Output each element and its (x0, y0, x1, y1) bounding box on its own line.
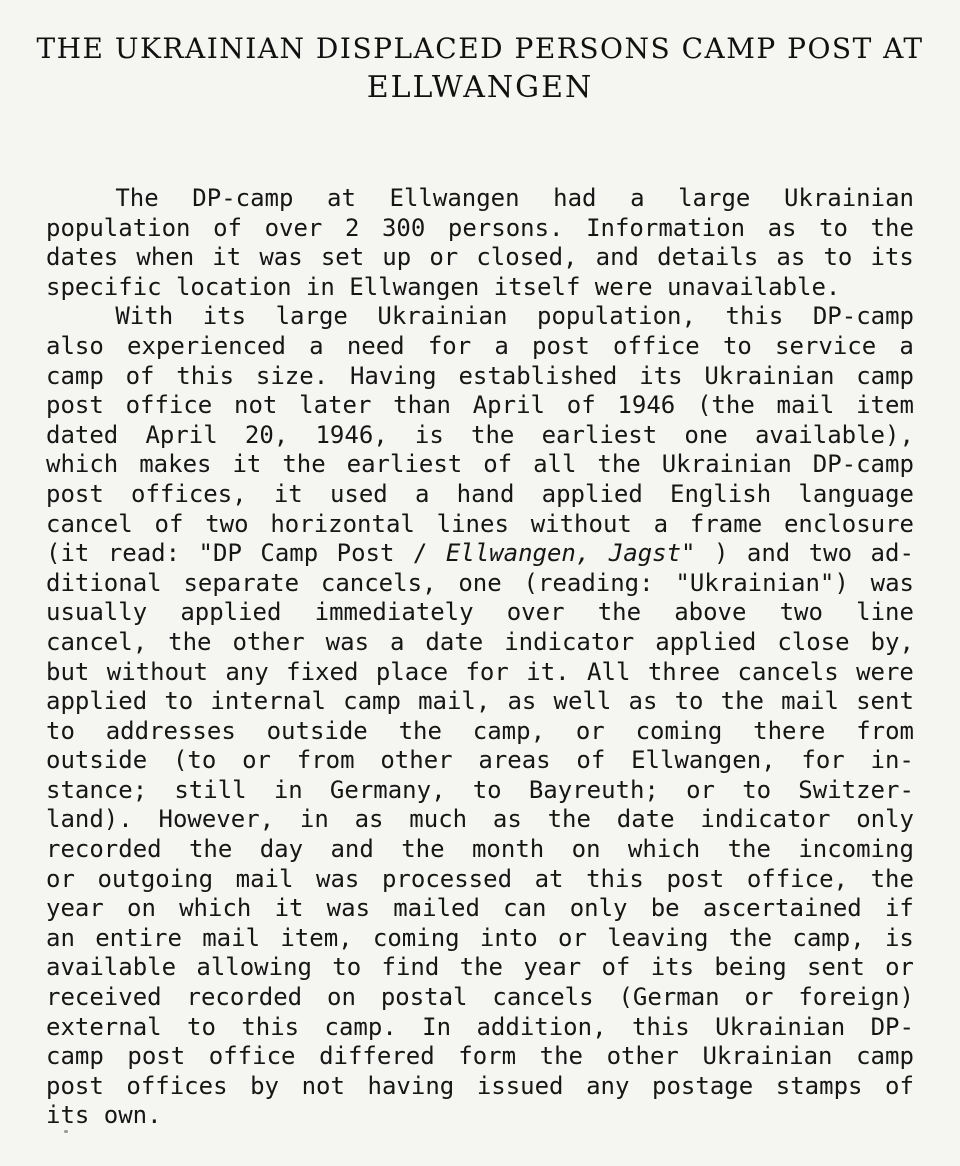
body-line: also experienced a need for a post office to service a (46, 331, 914, 360)
body-line: its own. (46, 1101, 162, 1130)
body-line: population of over 2 300 persons. Information as to the (46, 213, 914, 242)
body-line: to addresses outside the camp, or coming there from (46, 716, 914, 745)
body-line: land). However, in as much as the date indicator only (46, 805, 914, 834)
document-body (46, 184, 914, 1131)
paper-speck (64, 1130, 68, 1133)
body-line: cancel of two horizontal lines without a frame enclosure (46, 509, 914, 538)
body-line: ditional separate cancels, one (reading: "Ukrainian") was (46, 568, 914, 597)
body-line: The DP-camp at Ellwangen had a large Ukrainian (115, 184, 914, 212)
body-line: camp of this size. Having established its Ukrainian camp (46, 361, 914, 390)
body-line: usually applied immediately over the above two line (46, 598, 914, 627)
body-line: applied to internal camp mail, as well as to the mail sent (46, 687, 914, 716)
body-line: (it read: "DP Camp Post / Ellwangen, Jagst" ) and two ad- (46, 539, 914, 568)
body-line: an entire mail item, coming into or leaving the camp, is (46, 923, 914, 952)
body-line: or outgoing mail was processed at this post office, the (46, 864, 914, 893)
body-line: but without any fixed place for it. All three cancels were (46, 657, 914, 686)
body-line: external to this camp. In addition, this Ukrainian DP- (46, 1012, 914, 1041)
document-heading (0, 30, 960, 108)
body-line: stance; still in Germany, to Bayreuth; or to Switzer- (46, 775, 914, 804)
body-line: year on which it was mailed can only be ascertained if (46, 894, 914, 923)
body-line: available allowing to find the year of its being sent or (46, 953, 914, 982)
body-line: camp post office differed form the other Ukrainian camp (46, 1042, 914, 1071)
heading-line-2: ELLWANGEN (366, 70, 594, 105)
body-line: received recorded on postal cancels (German or foreign) (46, 983, 914, 1012)
body-line: post offices, it used a hand applied English language (46, 479, 914, 508)
body-line: which makes it the earliest of all the Ukrainian DP-camp (46, 450, 914, 479)
heading-line-1: THE UKRAINIAN DISPLACED PERSONS CAMP POST AT (36, 32, 924, 65)
body-line: recorded the day and the month on which the incoming (46, 835, 914, 864)
body-line: dated April 20, 1946, is the earliest one available), (46, 420, 914, 449)
body-line: outside (to or from other areas of Ellwangen, for in- (46, 746, 914, 775)
body-line: With its large Ukrainian population, this DP-camp (115, 302, 914, 331)
body-line: post office not later than April of 1946 (the mail item (46, 391, 914, 420)
body-line: cancel, the other was a date indicator applied close by, (46, 627, 914, 656)
body-line: specific location in Ellwangen itself were unavailable. (46, 272, 841, 301)
body-line: post offices by not having issued any postage stamps of (46, 1071, 914, 1100)
body-line: dates when it was set up or closed, and details as to its (46, 243, 914, 272)
